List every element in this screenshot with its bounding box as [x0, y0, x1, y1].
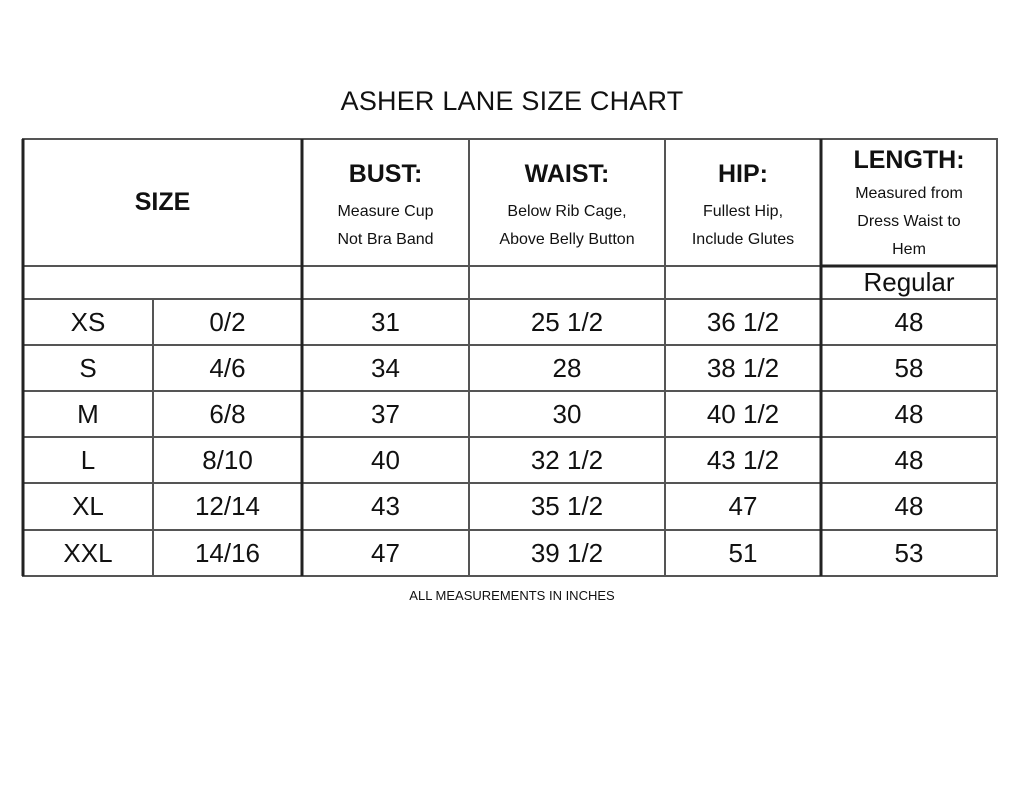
row-length: 48	[894, 444, 924, 475]
row-waist: 28	[552, 352, 582, 383]
row-hip: 40 1/2	[706, 398, 780, 429]
row-hip: 36 1/2	[706, 306, 780, 337]
waist-header-label: WAIST:	[524, 160, 610, 188]
row-size: XS	[70, 306, 106, 337]
row-hip: 43 1/2	[706, 444, 780, 475]
row-waist: 35 1/2	[530, 491, 604, 521]
row-bust: 47	[371, 537, 400, 568]
row-waist: 25 1/2	[530, 306, 604, 337]
row-length: 48	[894, 306, 924, 337]
waist-header-desc-1: Below Rib Cage,	[507, 203, 627, 220]
row-size-number: 4/6	[209, 352, 246, 383]
row-length: 53	[894, 537, 924, 568]
bust-header	[302, 150, 469, 260]
row-length: 48	[894, 491, 924, 521]
row-waist: 30	[552, 398, 582, 429]
row-hip: 38 1/2	[706, 352, 780, 383]
length-header-desc-1: Measured from	[855, 185, 963, 202]
row-bust: 43	[371, 491, 400, 521]
row-hip: 47	[728, 491, 758, 521]
row-bust: 31	[371, 306, 400, 337]
measurement-units-note: ALL MEASUREMENTS IN INCHES	[409, 588, 615, 603]
row-size: XXL	[63, 537, 113, 568]
row-size-number: 6/8	[209, 398, 246, 429]
row-size-number: 8/10	[202, 444, 253, 475]
row-bust: 34	[371, 352, 400, 383]
row-length: 58	[894, 352, 924, 383]
row-bust: 40	[371, 444, 400, 475]
row-waist: 32 1/2	[530, 444, 604, 475]
hip-header-label: HIP:	[718, 160, 768, 188]
page-title: ASHER LANE SIZE CHART	[340, 86, 684, 116]
row-size: XL	[72, 491, 104, 521]
row-size: S	[79, 352, 97, 383]
row-bust: 37	[371, 398, 400, 429]
length-header-label: LENGTH:	[853, 146, 965, 174]
size-header: SIZE	[134, 188, 191, 216]
waist-header	[469, 150, 665, 260]
row-size: L	[80, 444, 96, 475]
row-waist: 39 1/2	[530, 537, 604, 568]
bust-header-desc-1: Measure Cup	[337, 203, 434, 220]
waist-header-desc-2: Above Belly Button	[499, 231, 635, 248]
hip-header	[665, 150, 821, 260]
hip-header-desc-2: Include Glutes	[691, 231, 795, 248]
row-size-number: 14/16	[194, 537, 261, 568]
length-subheader-regular: Regular	[863, 267, 955, 297]
hip-header-desc-1: Fullest Hip,	[702, 203, 784, 220]
bust-header-label: BUST:	[348, 160, 423, 188]
row-hip: 51	[728, 537, 758, 568]
row-size: M	[77, 398, 99, 429]
row-length: 48	[894, 398, 924, 429]
row-size-number: 12/14	[194, 491, 261, 521]
length-header-desc-2: Dress Waist to	[857, 213, 961, 230]
bust-header-desc-2: Not Bra Band	[337, 231, 434, 248]
row-size-number: 0/2	[209, 306, 246, 337]
length-header-desc-3: Hem	[892, 241, 926, 258]
length-header	[821, 140, 997, 266]
